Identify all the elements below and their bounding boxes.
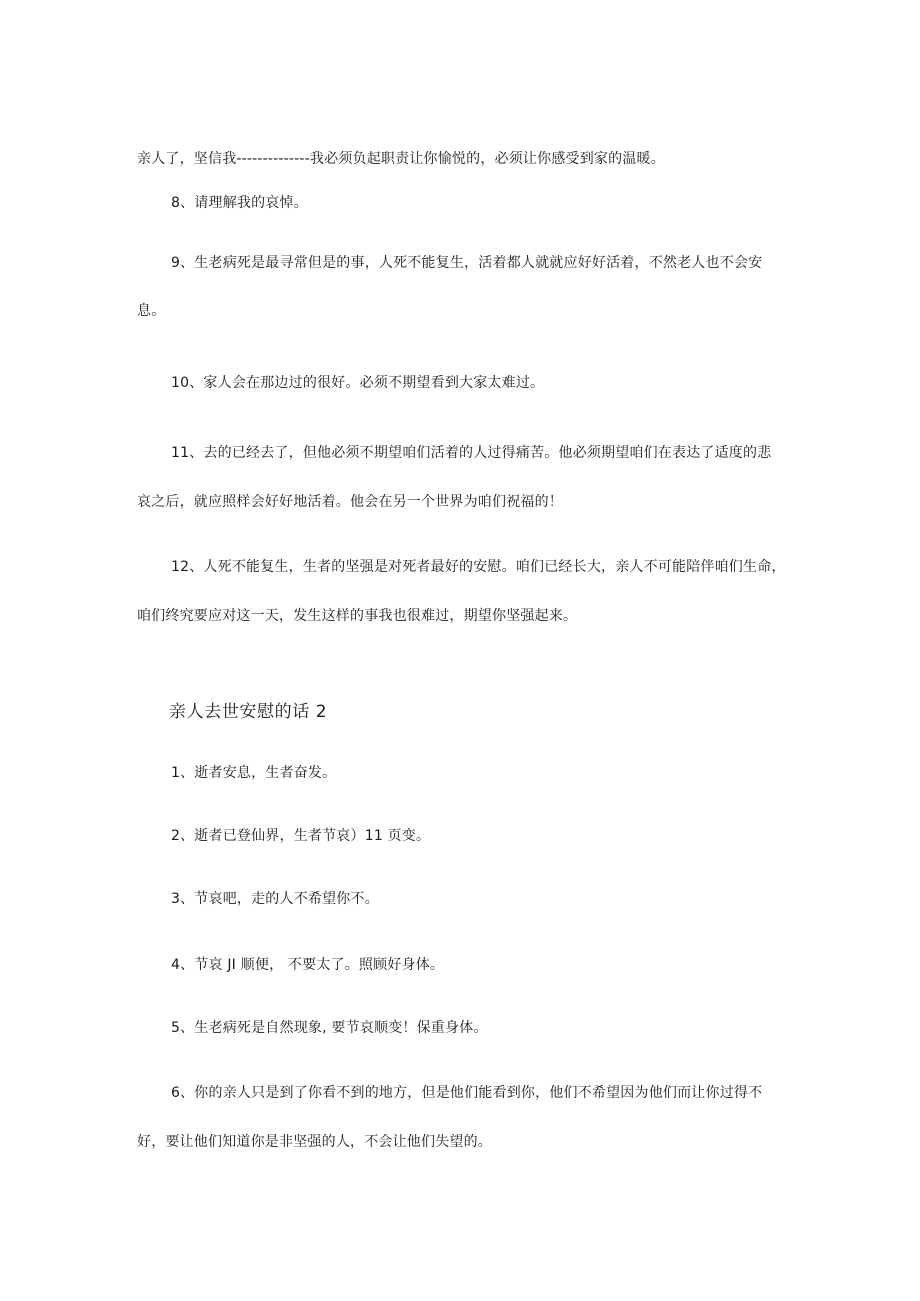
list-item-3: 3、节哀吧，走的人不希望你不。 — [171, 891, 379, 907]
list-item-6-continued: 好，要让他们知道你是非坚强的人，不会让他们失望的。 — [137, 1134, 492, 1150]
list-item-12: 12、人死不能复生，生者的坚强是对死者最好的安慰。咱们已经长大，亲人不可能陪伴咱们生命， — [171, 559, 786, 575]
list-item-9: 9、生老病死是最寻常但是的事，人死不能复生，活着都人就就应好好活着，不然老人也不会安 — [171, 255, 763, 271]
section-heading: 亲人去世安慰的话 2 — [169, 702, 328, 722]
list-item-5: 5、生老病死是自然现象, 要节哀顺变！保重身体。 — [171, 1020, 488, 1036]
list-item-10: 10、家人会在那边过的很好。必须不期望看到大家太难过。 — [171, 375, 545, 391]
list-item-4: 4、节哀 JI 顺便， 不要太了。照顾好身体。 — [171, 957, 445, 973]
list-item-11: 11、去的已经去了，但他必须不期望咱们活着的人过得痛苦。他必须期望咱们在表达了适度的悲 — [171, 445, 772, 461]
list-item-11-continued: 哀之后，就应照样会好好地活着。他会在另一个世界为咱们祝福的！ — [137, 494, 563, 510]
list-item-6: 6、你的亲人只是到了你看不到的地方，但是他们能看到你，他们不希望因为他们而让你过得不 — [171, 1085, 763, 1101]
list-item-9-continued: 息。 — [137, 303, 166, 319]
list-item-2: 2、逝者已登仙界，生者节哀）11 页变。 — [171, 828, 431, 844]
list-item-1: 1、逝者安息，生者奋发。 — [171, 765, 337, 781]
paragraph-line: 亲人了，坚信我--------------我必须负起职责让你愉悦的，必须让你感受到家的温暖。 — [137, 151, 665, 167]
list-item-12-continued: 咱们终究要应对这一天，发生这样的事我也很难过，期望你坚强起来。 — [137, 608, 578, 624]
list-item-8: 8、请理解我的哀悼。 — [171, 195, 308, 211]
